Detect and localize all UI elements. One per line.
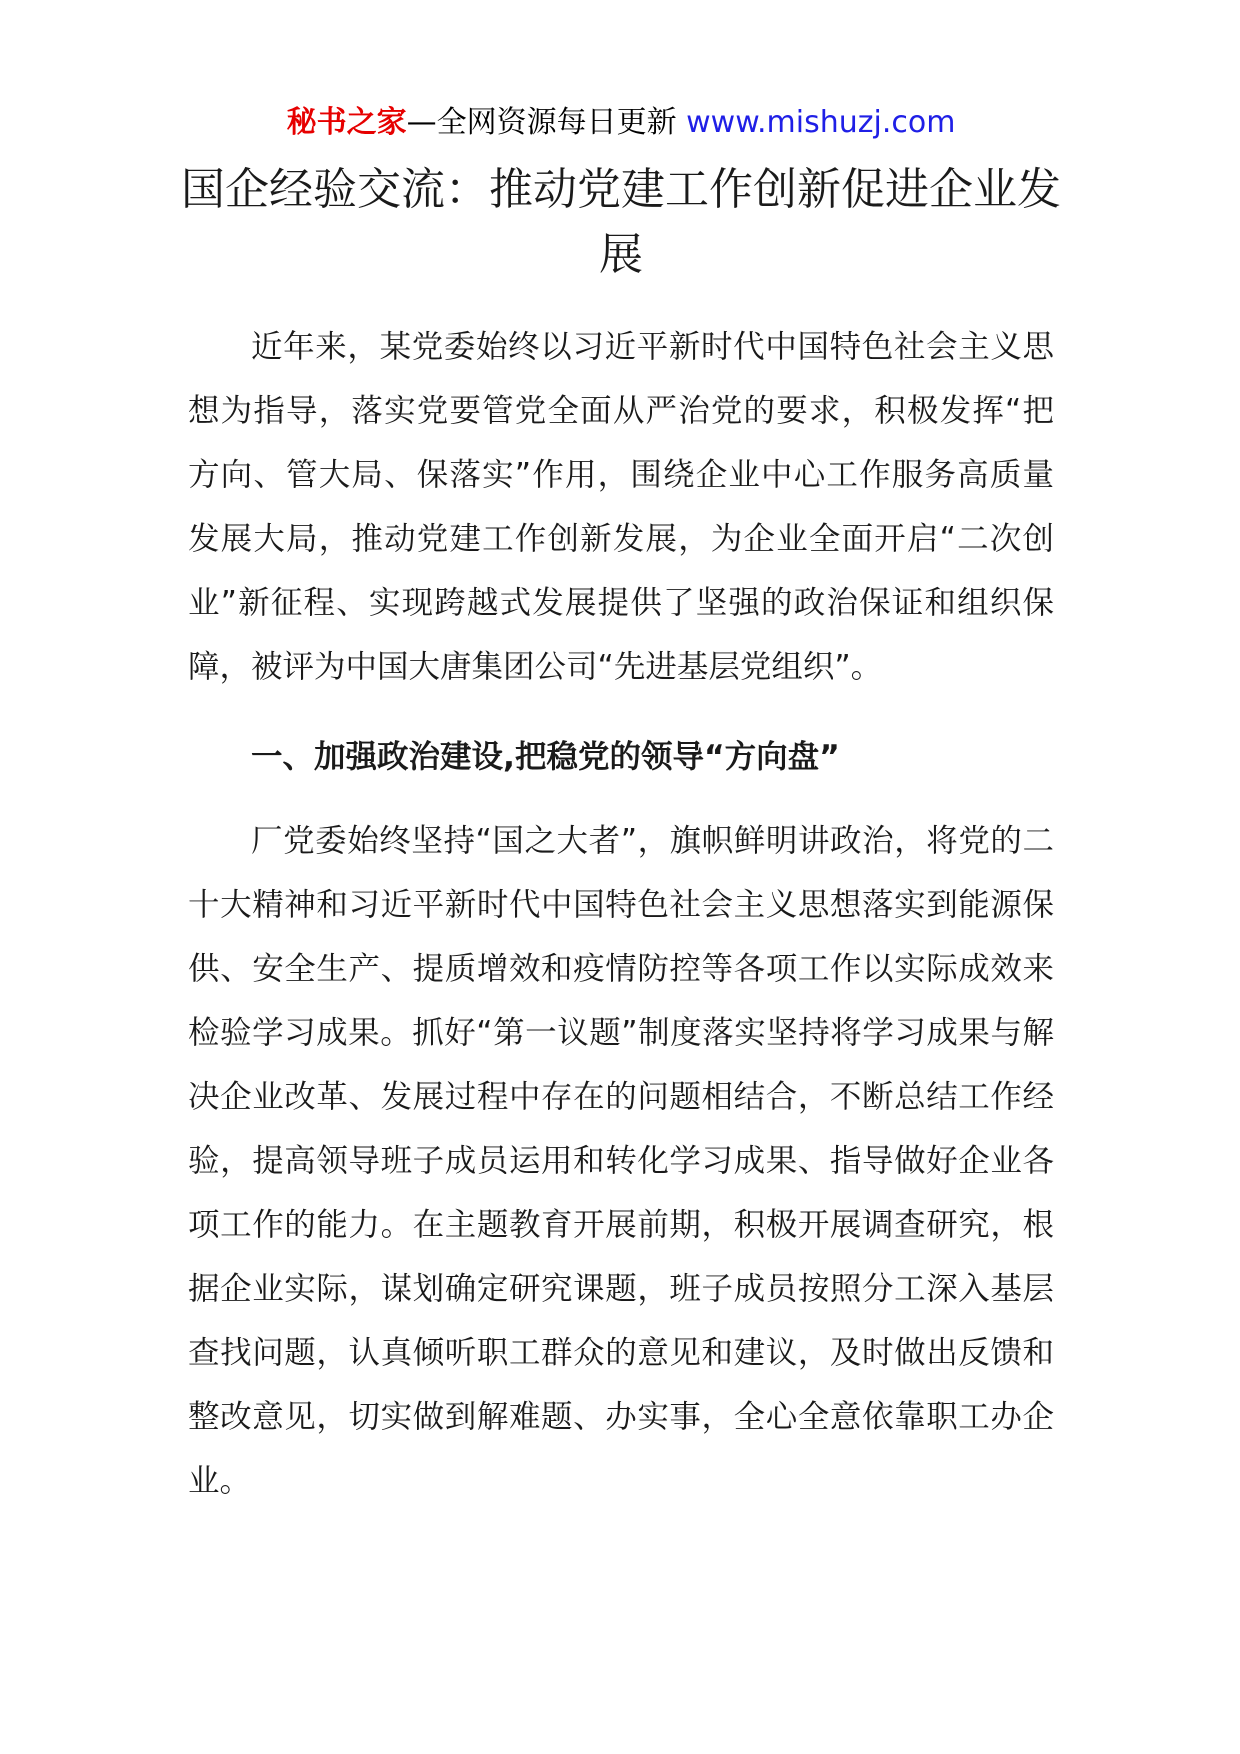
section-heading: 一、加强政治建设,把稳党的领导“方向盘”: [251, 739, 840, 775]
site-brand: 秘书之家: [286, 105, 407, 140]
document-page: [181, 95, 1061, 1513]
document-title: 国企经验交流：推动党建工作创新促进企业发展: [181, 164, 1061, 280]
body-paragraph-section-1: 厂党委始终坚持“国之大者”，旗帜鲜明讲政治，将党的二十大精神和习近平新时代中国特色社会主义思想落实到能源保供、安全生产、提质增效和疫情防控等各项工作以实际成效来检验学习成果。抓好“第一议题”制度落实坚持将学习成果与解决企业改革、发展过程中存在的问题相结合，不断总结工作经验，提高领导班子成员运用和转化学习成果、指导做好企业各项工作的能力。在主题教育开展前期，积极开展调查研究，根据企业实际，谋划确定研究课题，班子成员按照分工深入基层查找问题，认真倾听职工群众的意见和建议，及时做出反馈和整改意见，切实做到解难题、办实事，全心全意依靠职工办企业。: [188, 823, 1054, 1499]
site-url-link[interactable]: www.mishuzj.com: [686, 105, 956, 140]
body-paragraph-intro: 近年来，某党委始终以习近平新时代中国特色社会主义思想为指导，落实党要管党全面从严治党的要求，积极发挥“把方向、管大局、保落实”作用，围绕企业中心工作服务高质量发展大局，推动党建工作创新发展，为企业全面开启“二次创业”新征程、实现跨越式发展提供了坚强的政治保证和组织保障，被评为中国大唐集团公司“先进基层党组织”。: [188, 329, 1054, 685]
site-tagline: —全网资源每日更新: [406, 105, 687, 140]
site-banner: [188, 95, 1054, 151]
